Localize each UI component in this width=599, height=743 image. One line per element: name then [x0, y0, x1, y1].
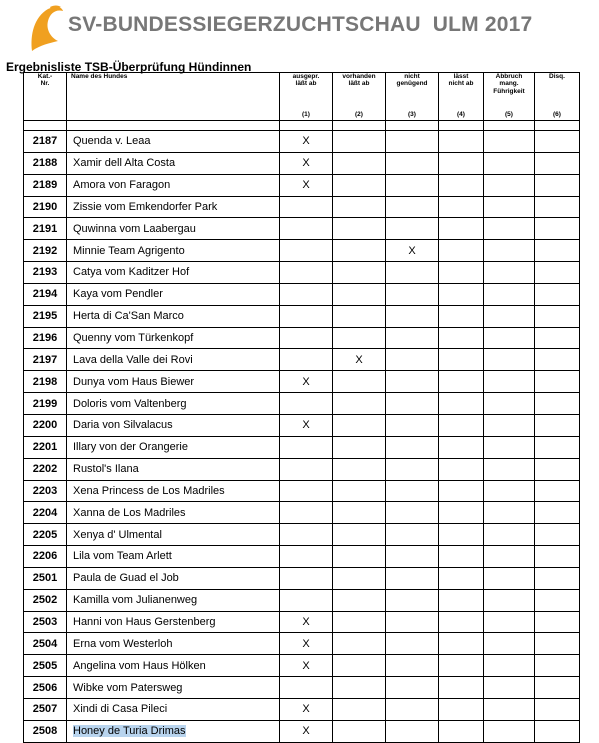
- table-row: [24, 524, 580, 546]
- dog-name: Wibke vom Patersweg: [73, 681, 183, 694]
- result-cell-1: [280, 393, 333, 415]
- table-row: [24, 218, 580, 240]
- result-cell-3: [386, 131, 439, 153]
- result-cell-5: [484, 524, 535, 546]
- result-cell-5: [484, 305, 535, 327]
- result-cell-2: [333, 240, 386, 262]
- result-cell-4: [439, 436, 484, 458]
- page-title: SV-BUNDESSIEGERZUCHTSCHAU ULM 2017: [68, 13, 533, 36]
- dog-name: Zissie vom Emkendorfer Park: [73, 200, 218, 213]
- table-spacer-row: [24, 121, 580, 131]
- result-cell-6: [535, 458, 580, 480]
- result-cell-3: [386, 262, 439, 284]
- result-cell-4: [439, 371, 484, 393]
- list-title: Ergebnisliste TSB-Überprüfung Hündinnen: [6, 60, 252, 74]
- dog-name: Erna vom Westerloh: [73, 637, 173, 650]
- dog-name-cell: [67, 327, 280, 349]
- result-cell-6: [535, 414, 580, 436]
- dog-name: Angelina vom Haus Hölken: [73, 659, 206, 672]
- result-cell-4: [439, 240, 484, 262]
- kat-nr-cell: 2203: [24, 480, 67, 502]
- kat-nr-cell: 2196: [24, 327, 67, 349]
- result-cell-6: [535, 720, 580, 742]
- result-cell-4: [439, 698, 484, 720]
- result-cell-4: [439, 196, 484, 218]
- table-row: [24, 174, 580, 196]
- result-cell-4: [439, 414, 484, 436]
- dog-name-cell: [67, 720, 280, 742]
- kat-nr-cell: 2193: [24, 262, 67, 284]
- table-row: [24, 131, 580, 153]
- table-row: [24, 546, 580, 568]
- dog-name-cell: [67, 567, 280, 589]
- table-row: [24, 414, 580, 436]
- result-cell-1: [280, 502, 333, 524]
- result-cell-2: [333, 589, 386, 611]
- dog-name: Kamilla vom Julianenweg: [73, 594, 198, 607]
- result-cell-5: [484, 546, 535, 568]
- kat-nr-cell: 2503: [24, 611, 67, 633]
- result-cell-1: [280, 305, 333, 327]
- result-cell-2: [333, 283, 386, 305]
- dog-name: Doloris vom Valtenberg: [73, 397, 187, 410]
- result-cell-3: [386, 152, 439, 174]
- kat-nr-cell: 2199: [24, 393, 67, 415]
- dog-name-cell: [67, 174, 280, 196]
- result-cell-2: [333, 502, 386, 524]
- result-cell-4: [439, 502, 484, 524]
- result-cell-2: [333, 720, 386, 742]
- kat-nr-cell: 2191: [24, 218, 67, 240]
- kat-nr-cell: 2508: [24, 720, 67, 742]
- result-cell-4: [439, 327, 484, 349]
- kat-nr-cell: 2194: [24, 283, 67, 305]
- result-cell-6: [535, 633, 580, 655]
- dog-name-cell: [67, 218, 280, 240]
- result-cell-3: [386, 349, 439, 371]
- dog-name: Quenda v. Leaa: [73, 135, 151, 148]
- table-row: [24, 567, 580, 589]
- dog-name-cell: [67, 698, 280, 720]
- result-cell-6: [535, 436, 580, 458]
- result-cell-2: [333, 677, 386, 699]
- table-row: [24, 655, 580, 677]
- col-header-6: Disq. (6): [535, 73, 580, 121]
- kat-nr-cell: 2201: [24, 436, 67, 458]
- result-cell-3: [386, 480, 439, 502]
- result-cell-1: [280, 567, 333, 589]
- table-row: [24, 677, 580, 699]
- result-cell-5: [484, 196, 535, 218]
- result-cell-2: [333, 633, 386, 655]
- result-cell-5: [484, 698, 535, 720]
- dog-name-cell: [67, 240, 280, 262]
- result-cell-5: [484, 414, 535, 436]
- result-cell-6: [535, 327, 580, 349]
- result-cell-3: [386, 655, 439, 677]
- result-cell-1: [280, 546, 333, 568]
- result-cell-1: [280, 458, 333, 480]
- dog-name-cell: [67, 589, 280, 611]
- result-cell-1: [280, 480, 333, 502]
- result-cell-3: [386, 524, 439, 546]
- result-cell-4: [439, 633, 484, 655]
- result-cell-3: [386, 502, 439, 524]
- result-cell-2: [333, 327, 386, 349]
- kat-nr-cell: 2188: [24, 152, 67, 174]
- dog-name: Amora von Faragon: [73, 179, 171, 192]
- table-row: [24, 327, 580, 349]
- result-cell-2: [333, 174, 386, 196]
- result-cell-1: [280, 524, 333, 546]
- result-cell-4: [439, 131, 484, 153]
- result-cell-4: [439, 174, 484, 196]
- result-cell-4: [439, 458, 484, 480]
- table-row: [24, 633, 580, 655]
- result-cell-6: [535, 218, 580, 240]
- kat-nr-cell: 2195: [24, 305, 67, 327]
- col-header-kat: Kat.- Nr.: [24, 73, 67, 121]
- result-cell-4: [439, 349, 484, 371]
- result-cell-5: [484, 502, 535, 524]
- result-cell-2: [333, 480, 386, 502]
- dog-name: Illary von der Orangerie: [73, 441, 188, 454]
- result-cell-6: [535, 196, 580, 218]
- dog-name: Herta di Ca'San Marco: [73, 310, 184, 323]
- col-header-3: nicht genügend (3): [386, 73, 439, 121]
- table-row: [24, 305, 580, 327]
- kat-nr-cell: 2202: [24, 458, 67, 480]
- dog-name-cell: [67, 546, 280, 568]
- result-cell-5: [484, 611, 535, 633]
- result-cell-3: [386, 393, 439, 415]
- result-cell-3: [386, 698, 439, 720]
- result-cell-3: [386, 196, 439, 218]
- table-row: [24, 349, 580, 371]
- kat-nr-cell: 2505: [24, 655, 67, 677]
- dog-name-cell: [67, 393, 280, 415]
- dog-name-cell: [67, 655, 280, 677]
- dog-name-cell: [67, 262, 280, 284]
- result-cell-1: [280, 262, 333, 284]
- col-header-name: Name des Hundes: [67, 73, 280, 121]
- result-cell-2: [333, 393, 386, 415]
- result-cell-6: [535, 698, 580, 720]
- dog-name: Hanni von Haus Gerstenberg: [73, 615, 216, 628]
- dog-name: Quenny vom Türkenkopf: [73, 332, 194, 345]
- result-cell-1: [280, 283, 333, 305]
- dog-name-cell: [67, 371, 280, 393]
- result-cell-3: [386, 589, 439, 611]
- table-row: [24, 611, 580, 633]
- kat-nr-cell: 2504: [24, 633, 67, 655]
- result-cell-4: [439, 546, 484, 568]
- kat-nr-cell: 2189: [24, 174, 67, 196]
- results-table: [23, 72, 580, 743]
- result-cell-4: [439, 611, 484, 633]
- result-cell-2: [333, 218, 386, 240]
- kat-nr-cell: 2206: [24, 546, 67, 568]
- kat-nr-cell: 2205: [24, 524, 67, 546]
- result-cell-4: [439, 393, 484, 415]
- result-cell-1: [280, 436, 333, 458]
- result-cell-5: [484, 262, 535, 284]
- result-cell-4: [439, 152, 484, 174]
- dog-name: Lila vom Team Arlett: [73, 550, 172, 563]
- result-cell-4: [439, 262, 484, 284]
- dog-name-cell: [67, 152, 280, 174]
- kat-nr-cell: 2197: [24, 349, 67, 371]
- dog-name-cell: [67, 611, 280, 633]
- result-cell-2: [333, 458, 386, 480]
- result-cell-2: [333, 196, 386, 218]
- dog-name: Rustol's Ilana: [73, 463, 139, 476]
- result-cell-2: [333, 546, 386, 568]
- result-cell-3: [386, 218, 439, 240]
- result-cell-3: [386, 436, 439, 458]
- result-cell-4: [439, 720, 484, 742]
- dog-name-cell: [67, 524, 280, 546]
- kat-nr-cell: 2502: [24, 589, 67, 611]
- result-cell-1: X: [280, 152, 333, 174]
- table-row: [24, 480, 580, 502]
- result-cell-5: [484, 458, 535, 480]
- result-cell-3: [386, 546, 439, 568]
- result-cell-5: [484, 371, 535, 393]
- kat-nr-cell: 2190: [24, 196, 67, 218]
- table-row: [24, 371, 580, 393]
- table-row: [24, 502, 580, 524]
- dog-name-cell: [67, 633, 280, 655]
- dog-name: Paula de Guad el Job: [73, 572, 179, 585]
- result-cell-5: [484, 436, 535, 458]
- col-header-1: ausgepr. läßt ab (1): [280, 73, 333, 121]
- result-cell-4: [439, 305, 484, 327]
- result-cell-6: [535, 567, 580, 589]
- result-cell-1: X: [280, 698, 333, 720]
- col-header-5: Abbruch mang. Führigkeit (5): [484, 73, 535, 121]
- result-cell-2: X: [333, 349, 386, 371]
- result-cell-6: [535, 131, 580, 153]
- result-cell-6: [535, 480, 580, 502]
- result-cell-5: [484, 589, 535, 611]
- result-cell-1: [280, 196, 333, 218]
- result-cell-1: X: [280, 633, 333, 655]
- table-row: [24, 720, 580, 742]
- dog-name: Dunya vom Haus Biewer: [73, 375, 195, 388]
- result-cell-1: X: [280, 371, 333, 393]
- result-cell-5: [484, 633, 535, 655]
- result-cell-6: [535, 174, 580, 196]
- result-cell-1: [280, 677, 333, 699]
- result-cell-2: [333, 655, 386, 677]
- result-cell-6: [535, 349, 580, 371]
- result-cell-2: [333, 371, 386, 393]
- result-cell-6: [535, 655, 580, 677]
- result-cell-2: [333, 611, 386, 633]
- col-header-2: vorhanden läßt ab (2): [333, 73, 386, 121]
- table-row: [24, 589, 580, 611]
- result-cell-2: [333, 524, 386, 546]
- dog-name-cell: [67, 458, 280, 480]
- result-cell-5: [484, 218, 535, 240]
- result-cell-6: [535, 240, 580, 262]
- table-row: [24, 240, 580, 262]
- dog-name: Kaya vom Pendler: [73, 288, 163, 301]
- dog-name: Xenya d' Ulmental: [73, 528, 162, 541]
- result-cell-1: [280, 327, 333, 349]
- result-cell-3: [386, 327, 439, 349]
- result-cell-2: [333, 414, 386, 436]
- dog-name: Lava della Valle dei Rovi: [73, 353, 193, 366]
- result-cell-1: [280, 589, 333, 611]
- result-cell-6: [535, 524, 580, 546]
- dog-name-cell: [67, 677, 280, 699]
- table-row: [24, 283, 580, 305]
- sv-logo-icon: [28, 3, 64, 53]
- page-header: [28, 3, 588, 53]
- result-cell-1: X: [280, 131, 333, 153]
- result-cell-3: [386, 611, 439, 633]
- dog-name: Catya vom Kaditzer Hof: [73, 266, 190, 279]
- result-cell-6: [535, 611, 580, 633]
- kat-nr-cell: 2198: [24, 371, 67, 393]
- result-cell-2: [333, 436, 386, 458]
- result-cell-5: [484, 327, 535, 349]
- result-cell-2: [333, 698, 386, 720]
- table-body: [24, 131, 580, 743]
- table-row: [24, 196, 580, 218]
- table-header-row: [24, 73, 580, 121]
- result-cell-5: [484, 677, 535, 699]
- table-row: [24, 698, 580, 720]
- result-cell-5: [484, 480, 535, 502]
- kat-nr-cell: 2501: [24, 567, 67, 589]
- dog-name: Quwinna vom Laabergau: [73, 222, 196, 235]
- result-cell-6: [535, 371, 580, 393]
- result-cell-4: [439, 567, 484, 589]
- result-cell-4: [439, 218, 484, 240]
- result-cell-5: [484, 152, 535, 174]
- result-cell-6: [535, 305, 580, 327]
- result-cell-5: [484, 393, 535, 415]
- dog-name: Xena Princess de Los Madriles: [73, 484, 225, 497]
- kat-nr-cell: 2200: [24, 414, 67, 436]
- result-cell-4: [439, 480, 484, 502]
- dog-name-cell: [67, 283, 280, 305]
- result-cell-2: [333, 131, 386, 153]
- result-cell-6: [535, 393, 580, 415]
- result-cell-6: [535, 589, 580, 611]
- result-cell-4: [439, 589, 484, 611]
- result-cell-5: [484, 349, 535, 371]
- result-cell-2: [333, 305, 386, 327]
- result-cell-3: [386, 174, 439, 196]
- kat-nr-cell: 2187: [24, 131, 67, 153]
- dog-name-cell: [67, 305, 280, 327]
- result-cell-1: X: [280, 611, 333, 633]
- result-cell-4: [439, 677, 484, 699]
- result-cell-1: [280, 240, 333, 262]
- result-cell-2: [333, 262, 386, 284]
- dog-name: Minnie Team Agrigento: [73, 244, 185, 257]
- kat-nr-cell: 2204: [24, 502, 67, 524]
- result-cell-5: [484, 655, 535, 677]
- result-cell-3: [386, 305, 439, 327]
- result-cell-3: [386, 283, 439, 305]
- result-cell-2: [333, 152, 386, 174]
- dog-name: Xamir dell Alta Costa: [73, 157, 176, 170]
- result-cell-1: X: [280, 174, 333, 196]
- result-cell-3: [386, 720, 439, 742]
- table-row: [24, 393, 580, 415]
- result-cell-5: [484, 240, 535, 262]
- table-row: [24, 458, 580, 480]
- result-cell-3: [386, 371, 439, 393]
- result-cell-6: [535, 502, 580, 524]
- dog-name: Honey de Turia Drimas: [73, 725, 186, 738]
- dog-name: Xanna de Los Madriles: [73, 506, 186, 519]
- result-cell-6: [535, 677, 580, 699]
- table-row: [24, 262, 580, 284]
- result-cell-6: [535, 283, 580, 305]
- result-cell-3: X: [386, 240, 439, 262]
- dog-name-cell: [67, 502, 280, 524]
- result-cell-4: [439, 283, 484, 305]
- table-row: [24, 436, 580, 458]
- result-cell-3: [386, 567, 439, 589]
- result-cell-3: [386, 677, 439, 699]
- result-cell-6: [535, 152, 580, 174]
- dog-name-cell: [67, 436, 280, 458]
- result-cell-3: [386, 458, 439, 480]
- kat-nr-cell: 2506: [24, 677, 67, 699]
- result-cell-2: [333, 567, 386, 589]
- result-cell-1: [280, 349, 333, 371]
- result-cell-5: [484, 131, 535, 153]
- result-cell-5: [484, 283, 535, 305]
- dog-name-cell: [67, 349, 280, 371]
- col-header-4: lässt nicht ab (4): [439, 73, 484, 121]
- dog-name-cell: [67, 480, 280, 502]
- result-cell-4: [439, 524, 484, 546]
- result-cell-5: [484, 720, 535, 742]
- kat-nr-cell: 2192: [24, 240, 67, 262]
- table-row: [24, 152, 580, 174]
- result-cell-1: X: [280, 414, 333, 436]
- dog-name: Xindi di Casa Pileci: [73, 703, 168, 716]
- result-cell-6: [535, 546, 580, 568]
- dog-name-cell: [67, 196, 280, 218]
- result-cell-3: [386, 414, 439, 436]
- kat-nr-cell: 2507: [24, 698, 67, 720]
- result-cell-5: [484, 567, 535, 589]
- result-cell-6: [535, 262, 580, 284]
- result-cell-4: [439, 655, 484, 677]
- result-cell-3: [386, 633, 439, 655]
- result-cell-1: X: [280, 655, 333, 677]
- result-cell-1: [280, 218, 333, 240]
- result-cell-5: [484, 174, 535, 196]
- dog-name-cell: [67, 131, 280, 153]
- dog-name-cell: [67, 414, 280, 436]
- dog-name: Daria von Silvalacus: [73, 419, 173, 432]
- result-cell-1: X: [280, 720, 333, 742]
